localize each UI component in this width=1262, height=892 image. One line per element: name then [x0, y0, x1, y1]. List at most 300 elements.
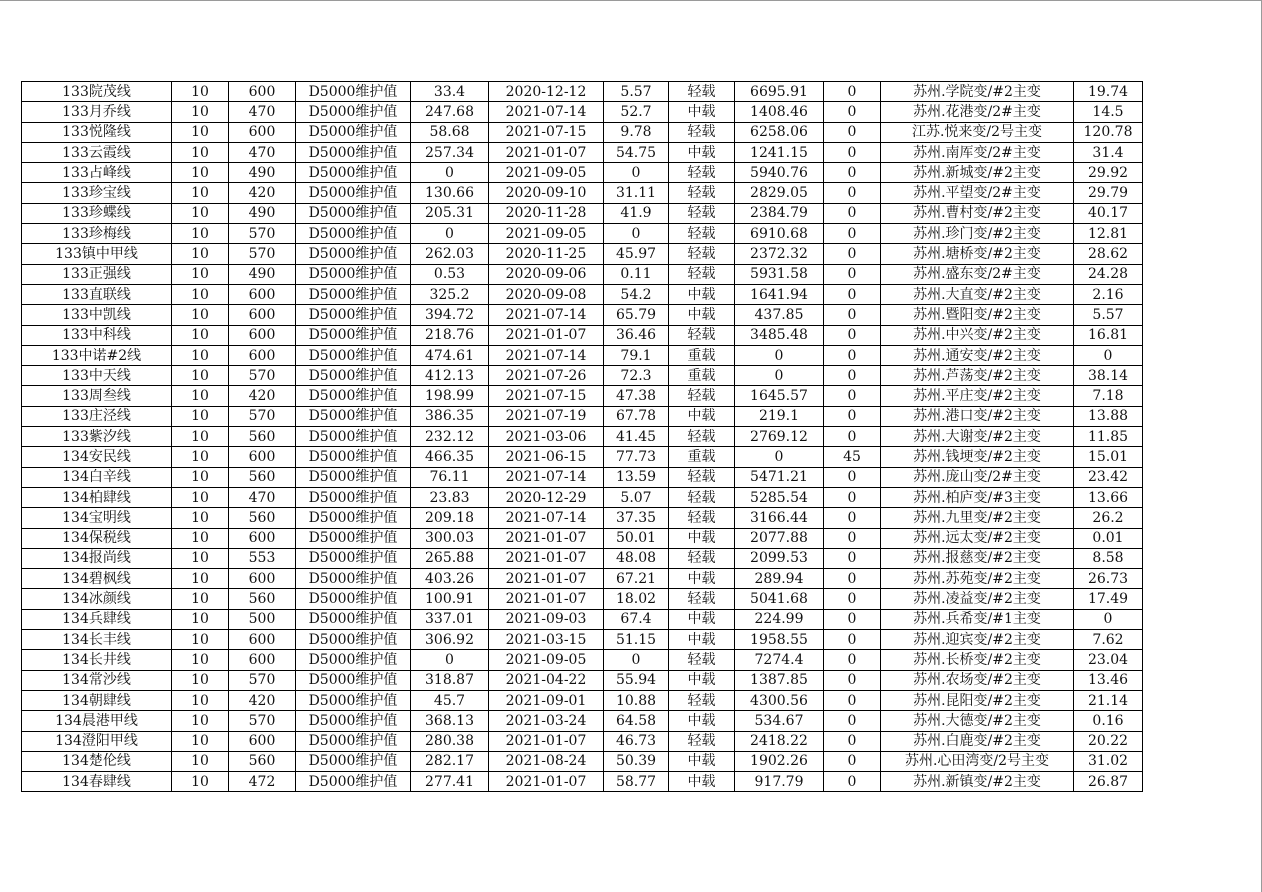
feeder-load-table: [21, 81, 1143, 792]
source-cell: D5000维护值: [296, 528, 411, 548]
transformer-cell: 苏州.大德变/#2主变: [881, 711, 1074, 731]
margin-cell: 6695.91: [735, 82, 824, 102]
date-cell: 2021-01-07: [489, 589, 604, 609]
load-cell: 100.91: [411, 589, 489, 609]
load-rate-cell: 58.77: [604, 772, 669, 792]
value-cell: 21.14: [1074, 690, 1143, 710]
value-cell: 40.17: [1074, 203, 1143, 223]
capacity-cell: 560: [229, 508, 296, 528]
transformer-cell: 苏州.新城变/#2主变: [881, 163, 1074, 183]
margin-cell: 1958.55: [735, 630, 824, 650]
voltage-cell: 10: [172, 528, 229, 548]
load-rate-cell: 54.2: [604, 284, 669, 304]
date-cell: 2021-01-07: [489, 731, 604, 751]
margin-cell: 4300.56: [735, 690, 824, 710]
feeder-name-cell: 134澄阳甲线: [22, 731, 172, 751]
source-cell: D5000维护值: [296, 224, 411, 244]
table-row: [22, 772, 1143, 792]
table-row: [22, 142, 1143, 162]
source-cell: D5000维护值: [296, 589, 411, 609]
value-cell: 38.14: [1074, 366, 1143, 386]
source-cell: D5000维护值: [296, 609, 411, 629]
load-level-cell: 轻载: [669, 731, 735, 751]
capacity-cell: 560: [229, 427, 296, 447]
flag-cell: 45: [824, 447, 881, 467]
table-row: [22, 284, 1143, 304]
load-level-cell: 轻载: [669, 487, 735, 507]
source-cell: D5000维护值: [296, 650, 411, 670]
flag-cell: 0: [824, 122, 881, 142]
flag-cell: 0: [824, 325, 881, 345]
voltage-cell: 10: [172, 386, 229, 406]
value-cell: 23.42: [1074, 467, 1143, 487]
margin-cell: 2372.32: [735, 244, 824, 264]
value-cell: 26.2: [1074, 508, 1143, 528]
transformer-cell: 苏州.庞山变/2#主变: [881, 467, 1074, 487]
flag-cell: 0: [824, 569, 881, 589]
value-cell: 26.73: [1074, 569, 1143, 589]
load-level-cell: 轻载: [669, 82, 735, 102]
table-row: [22, 670, 1143, 690]
flag-cell: 0: [824, 711, 881, 731]
margin-cell: 2769.12: [735, 427, 824, 447]
source-cell: D5000维护值: [296, 284, 411, 304]
table-row: [22, 366, 1143, 386]
flag-cell: 0: [824, 772, 881, 792]
load-rate-cell: 13.59: [604, 467, 669, 487]
capacity-cell: 470: [229, 142, 296, 162]
capacity-cell: 600: [229, 345, 296, 365]
margin-cell: 224.99: [735, 609, 824, 629]
capacity-cell: 500: [229, 609, 296, 629]
flag-cell: 0: [824, 224, 881, 244]
flag-cell: 0: [824, 528, 881, 548]
date-cell: 2021-09-05: [489, 163, 604, 183]
transformer-cell: 苏州.柏庐变/#3主变: [881, 487, 1074, 507]
voltage-cell: 10: [172, 487, 229, 507]
margin-cell: 6910.68: [735, 224, 824, 244]
date-cell: 2021-03-24: [489, 711, 604, 731]
transformer-cell: 苏州.心田湾变/2号主变: [881, 751, 1074, 771]
source-cell: D5000维护值: [296, 163, 411, 183]
load-cell: 45.7: [411, 690, 489, 710]
voltage-cell: 10: [172, 366, 229, 386]
date-cell: 2021-06-15: [489, 447, 604, 467]
margin-cell: 2099.53: [735, 548, 824, 568]
voltage-cell: 10: [172, 224, 229, 244]
value-cell: 13.88: [1074, 406, 1143, 426]
value-cell: 23.04: [1074, 650, 1143, 670]
load-cell: 0: [411, 163, 489, 183]
table-row: [22, 528, 1143, 548]
table-row: [22, 122, 1143, 142]
load-level-cell: 轻载: [669, 183, 735, 203]
feeder-name-cell: 133正强线: [22, 264, 172, 284]
load-rate-cell: 0: [604, 650, 669, 670]
transformer-cell: 苏州.暨阳变/#2主变: [881, 305, 1074, 325]
load-cell: 0.53: [411, 264, 489, 284]
table-row: [22, 650, 1143, 670]
transformer-cell: 苏州.新镇变/#2主变: [881, 772, 1074, 792]
load-cell: 337.01: [411, 609, 489, 629]
margin-cell: 0: [735, 447, 824, 467]
date-cell: 2021-09-01: [489, 690, 604, 710]
flag-cell: 0: [824, 345, 881, 365]
load-level-cell: 轻载: [669, 203, 735, 223]
load-cell: 0: [411, 224, 489, 244]
source-cell: D5000维护值: [296, 467, 411, 487]
transformer-cell: 苏州.芦荡变/#2主变: [881, 366, 1074, 386]
source-cell: D5000维护值: [296, 731, 411, 751]
table-row: [22, 183, 1143, 203]
load-level-cell: 轻载: [669, 690, 735, 710]
load-rate-cell: 46.73: [604, 731, 669, 751]
capacity-cell: 420: [229, 386, 296, 406]
value-cell: 31.02: [1074, 751, 1143, 771]
capacity-cell: 553: [229, 548, 296, 568]
transformer-cell: 苏州.兵希变/#1主变: [881, 609, 1074, 629]
margin-cell: 2418.22: [735, 731, 824, 751]
value-cell: 17.49: [1074, 589, 1143, 609]
value-cell: 7.62: [1074, 630, 1143, 650]
value-cell: 8.58: [1074, 548, 1143, 568]
table-row: [22, 467, 1143, 487]
table-row: [22, 427, 1143, 447]
load-level-cell: 中载: [669, 569, 735, 589]
source-cell: D5000维护值: [296, 345, 411, 365]
load-level-cell: 轻载: [669, 264, 735, 284]
table-row: [22, 244, 1143, 264]
voltage-cell: 10: [172, 102, 229, 122]
transformer-cell: 苏州.凌益变/#2主变: [881, 589, 1074, 609]
load-rate-cell: 0: [604, 224, 669, 244]
table-row: [22, 548, 1143, 568]
value-cell: 0.16: [1074, 711, 1143, 731]
load-rate-cell: 54.75: [604, 142, 669, 162]
flag-cell: 0: [824, 548, 881, 568]
capacity-cell: 470: [229, 487, 296, 507]
value-cell: 16.81: [1074, 325, 1143, 345]
load-cell: 257.34: [411, 142, 489, 162]
load-rate-cell: 9.78: [604, 122, 669, 142]
value-cell: 13.46: [1074, 670, 1143, 690]
transformer-cell: 苏州.昆阳变/#2主变: [881, 690, 1074, 710]
voltage-cell: 10: [172, 508, 229, 528]
date-cell: 2021-03-06: [489, 427, 604, 447]
voltage-cell: 10: [172, 711, 229, 731]
capacity-cell: 600: [229, 305, 296, 325]
margin-cell: 289.94: [735, 569, 824, 589]
feeder-name-cell: 133中凯线: [22, 305, 172, 325]
load-cell: 209.18: [411, 508, 489, 528]
source-cell: D5000维护值: [296, 711, 411, 731]
date-cell: 2020-12-12: [489, 82, 604, 102]
load-cell: 474.61: [411, 345, 489, 365]
voltage-cell: 10: [172, 467, 229, 487]
value-cell: 14.5: [1074, 102, 1143, 122]
flag-cell: 0: [824, 609, 881, 629]
load-cell: 394.72: [411, 305, 489, 325]
capacity-cell: 600: [229, 447, 296, 467]
margin-cell: 437.85: [735, 305, 824, 325]
margin-cell: 1641.94: [735, 284, 824, 304]
flag-cell: 0: [824, 508, 881, 528]
load-level-cell: 轻载: [669, 548, 735, 568]
transformer-cell: 苏州.报慈变/#2主变: [881, 548, 1074, 568]
load-rate-cell: 64.58: [604, 711, 669, 731]
value-cell: 20.22: [1074, 731, 1143, 751]
voltage-cell: 10: [172, 142, 229, 162]
voltage-cell: 10: [172, 305, 229, 325]
load-rate-cell: 36.46: [604, 325, 669, 345]
flag-cell: 0: [824, 386, 881, 406]
table-row: [22, 305, 1143, 325]
table-row: [22, 345, 1143, 365]
flag-cell: 0: [824, 244, 881, 264]
source-cell: D5000维护值: [296, 264, 411, 284]
transformer-cell: 苏州.九里变/#2主变: [881, 508, 1074, 528]
load-level-cell: 中载: [669, 528, 735, 548]
flag-cell: 0: [824, 427, 881, 447]
feeder-name-cell: 134安民线: [22, 447, 172, 467]
capacity-cell: 600: [229, 528, 296, 548]
margin-cell: 1645.57: [735, 386, 824, 406]
flag-cell: 0: [824, 264, 881, 284]
feeder-name-cell: 134春肆线: [22, 772, 172, 792]
voltage-cell: 10: [172, 406, 229, 426]
transformer-cell: 苏州.苏苑变/#2主变: [881, 569, 1074, 589]
date-cell: 2020-11-28: [489, 203, 604, 223]
load-level-cell: 轻载: [669, 386, 735, 406]
capacity-cell: 600: [229, 122, 296, 142]
capacity-cell: 600: [229, 325, 296, 345]
load-cell: 58.68: [411, 122, 489, 142]
capacity-cell: 570: [229, 670, 296, 690]
load-rate-cell: 37.35: [604, 508, 669, 528]
feeder-name-cell: 133占峰线: [22, 163, 172, 183]
table-row: [22, 731, 1143, 751]
load-cell: 412.13: [411, 366, 489, 386]
source-cell: D5000维护值: [296, 670, 411, 690]
load-level-cell: 轻载: [669, 508, 735, 528]
table-row: [22, 630, 1143, 650]
date-cell: 2021-07-14: [489, 305, 604, 325]
capacity-cell: 600: [229, 82, 296, 102]
date-cell: 2021-01-07: [489, 548, 604, 568]
transformer-cell: 苏州.远太变/#2主变: [881, 528, 1074, 548]
feeder-name-cell: 133院茂线: [22, 82, 172, 102]
load-cell: 130.66: [411, 183, 489, 203]
transformer-cell: 苏州.平庄变/#2主变: [881, 386, 1074, 406]
load-rate-cell: 0: [604, 163, 669, 183]
source-cell: D5000维护值: [296, 548, 411, 568]
table-body: [22, 82, 1143, 792]
load-level-cell: 轻载: [669, 650, 735, 670]
source-cell: D5000维护值: [296, 366, 411, 386]
load-rate-cell: 67.78: [604, 406, 669, 426]
transformer-cell: 苏州.学院变/#2主变: [881, 82, 1074, 102]
voltage-cell: 10: [172, 751, 229, 771]
date-cell: 2020-09-06: [489, 264, 604, 284]
feeder-name-cell: 133庄泾线: [22, 406, 172, 426]
load-rate-cell: 77.73: [604, 447, 669, 467]
table-row: [22, 690, 1143, 710]
date-cell: 2021-01-07: [489, 142, 604, 162]
source-cell: D5000维护值: [296, 508, 411, 528]
margin-cell: 2829.05: [735, 183, 824, 203]
load-level-cell: 中载: [669, 711, 735, 731]
flag-cell: 0: [824, 589, 881, 609]
voltage-cell: 10: [172, 569, 229, 589]
voltage-cell: 10: [172, 345, 229, 365]
load-level-cell: 中载: [669, 406, 735, 426]
load-cell: 247.68: [411, 102, 489, 122]
feeder-name-cell: 133中天线: [22, 366, 172, 386]
flag-cell: 0: [824, 731, 881, 751]
date-cell: 2021-07-14: [489, 467, 604, 487]
load-rate-cell: 47.38: [604, 386, 669, 406]
feeder-name-cell: 134柏肆线: [22, 487, 172, 507]
source-cell: D5000维护值: [296, 690, 411, 710]
voltage-cell: 10: [172, 690, 229, 710]
feeder-name-cell: 133镇中甲线: [22, 244, 172, 264]
table-row: [22, 203, 1143, 223]
value-cell: 19.74: [1074, 82, 1143, 102]
load-cell: 466.35: [411, 447, 489, 467]
load-level-cell: 重载: [669, 447, 735, 467]
flag-cell: 0: [824, 142, 881, 162]
voltage-cell: 10: [172, 122, 229, 142]
date-cell: 2021-07-14: [489, 102, 604, 122]
feeder-name-cell: 133月乔线: [22, 102, 172, 122]
capacity-cell: 570: [229, 244, 296, 264]
load-level-cell: 中载: [669, 142, 735, 162]
load-cell: 265.88: [411, 548, 489, 568]
margin-cell: 1241.15: [735, 142, 824, 162]
date-cell: 2021-01-07: [489, 569, 604, 589]
feeder-name-cell: 133珍宝线: [22, 183, 172, 203]
feeder-name-cell: 133紫汐线: [22, 427, 172, 447]
capacity-cell: 570: [229, 224, 296, 244]
transformer-cell: 苏州.农场变/#2主变: [881, 670, 1074, 690]
feeder-name-cell: 134保税线: [22, 528, 172, 548]
capacity-cell: 570: [229, 711, 296, 731]
flag-cell: 0: [824, 406, 881, 426]
feeder-name-cell: 134兵肆线: [22, 609, 172, 629]
source-cell: D5000维护值: [296, 406, 411, 426]
margin-cell: 0: [735, 345, 824, 365]
load-cell: 33.4: [411, 82, 489, 102]
feeder-name-cell: 134常沙线: [22, 670, 172, 690]
source-cell: D5000维护值: [296, 203, 411, 223]
load-level-cell: 轻载: [669, 589, 735, 609]
capacity-cell: 490: [229, 203, 296, 223]
table-row: [22, 711, 1143, 731]
flag-cell: 0: [824, 487, 881, 507]
load-level-cell: 中载: [669, 284, 735, 304]
margin-cell: 0: [735, 366, 824, 386]
margin-cell: 5041.68: [735, 589, 824, 609]
date-cell: 2021-09-03: [489, 609, 604, 629]
transformer-cell: 苏州.盛东变/2#主变: [881, 264, 1074, 284]
value-cell: 15.01: [1074, 447, 1143, 467]
voltage-cell: 10: [172, 427, 229, 447]
margin-cell: 3485.48: [735, 325, 824, 345]
flag-cell: 0: [824, 751, 881, 771]
load-rate-cell: 50.01: [604, 528, 669, 548]
source-cell: D5000维护值: [296, 244, 411, 264]
voltage-cell: 10: [172, 447, 229, 467]
date-cell: 2021-07-14: [489, 508, 604, 528]
feeder-name-cell: 133直联线: [22, 284, 172, 304]
voltage-cell: 10: [172, 772, 229, 792]
load-level-cell: 中载: [669, 102, 735, 122]
flag-cell: 0: [824, 183, 881, 203]
load-cell: 198.99: [411, 386, 489, 406]
load-cell: 76.11: [411, 467, 489, 487]
source-cell: D5000维护值: [296, 427, 411, 447]
load-rate-cell: 48.08: [604, 548, 669, 568]
capacity-cell: 560: [229, 589, 296, 609]
voltage-cell: 10: [172, 82, 229, 102]
date-cell: 2021-04-22: [489, 670, 604, 690]
source-cell: D5000维护值: [296, 183, 411, 203]
margin-cell: 1408.46: [735, 102, 824, 122]
date-cell: 2020-09-08: [489, 284, 604, 304]
load-rate-cell: 50.39: [604, 751, 669, 771]
load-rate-cell: 5.57: [604, 82, 669, 102]
source-cell: D5000维护值: [296, 487, 411, 507]
feeder-name-cell: 133中诺#2线: [22, 345, 172, 365]
date-cell: 2021-07-14: [489, 345, 604, 365]
load-cell: 306.92: [411, 630, 489, 650]
transformer-cell: 苏州.塘桥变/#2主变: [881, 244, 1074, 264]
table-row: [22, 102, 1143, 122]
feeder-name-cell: 134宝明线: [22, 508, 172, 528]
value-cell: 0.01: [1074, 528, 1143, 548]
capacity-cell: 570: [229, 366, 296, 386]
margin-cell: 7274.4: [735, 650, 824, 670]
margin-cell: 5940.76: [735, 163, 824, 183]
date-cell: 2021-07-15: [489, 386, 604, 406]
load-level-cell: 中载: [669, 609, 735, 629]
flag-cell: 0: [824, 203, 881, 223]
capacity-cell: 420: [229, 183, 296, 203]
date-cell: 2021-08-24: [489, 751, 604, 771]
load-cell: 318.87: [411, 670, 489, 690]
load-rate-cell: 41.45: [604, 427, 669, 447]
capacity-cell: 560: [229, 467, 296, 487]
feeder-name-cell: 134长井线: [22, 650, 172, 670]
voltage-cell: 10: [172, 203, 229, 223]
load-cell: 218.76: [411, 325, 489, 345]
load-cell: 386.35: [411, 406, 489, 426]
voltage-cell: 10: [172, 670, 229, 690]
feeder-name-cell: 133中科线: [22, 325, 172, 345]
transformer-cell: 苏州.钱埂变/#2主变: [881, 447, 1074, 467]
margin-cell: 5471.21: [735, 467, 824, 487]
source-cell: D5000维护值: [296, 122, 411, 142]
load-cell: 232.12: [411, 427, 489, 447]
capacity-cell: 470: [229, 102, 296, 122]
load-cell: 205.31: [411, 203, 489, 223]
value-cell: 11.85: [1074, 427, 1143, 447]
load-rate-cell: 31.11: [604, 183, 669, 203]
flag-cell: 0: [824, 102, 881, 122]
value-cell: 26.87: [1074, 772, 1143, 792]
load-cell: 368.13: [411, 711, 489, 731]
margin-cell: 2077.88: [735, 528, 824, 548]
